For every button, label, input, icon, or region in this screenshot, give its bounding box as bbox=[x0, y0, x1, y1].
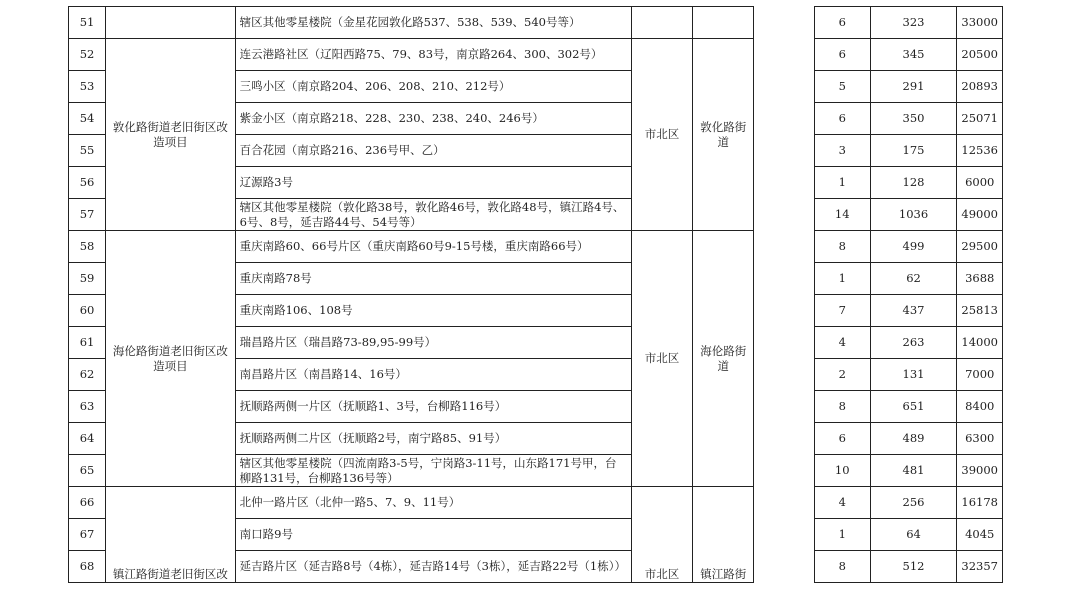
table-row bbox=[69, 39, 1003, 71]
location-cell: 重庆南路60、66号片区（重庆南路60号9-15号楼，重庆南路66号） bbox=[235, 231, 631, 263]
row-number: 67 bbox=[69, 519, 106, 551]
area-cell: 8400 bbox=[957, 391, 1003, 423]
spacer-cell bbox=[754, 487, 815, 583]
building-count-cell: 8 bbox=[814, 391, 870, 423]
household-count-cell: 175 bbox=[870, 135, 957, 167]
building-count-cell: 2 bbox=[814, 359, 870, 391]
building-count-cell: 8 bbox=[814, 551, 870, 583]
location-cell: 三鸣小区（南京路204、206、208、210、212号） bbox=[235, 71, 631, 103]
household-count-cell: 64 bbox=[870, 519, 957, 551]
spacer-cell bbox=[754, 231, 815, 487]
location-cell: 辽源路3号 bbox=[235, 167, 631, 199]
row-number: 52 bbox=[69, 39, 106, 71]
household-count-cell: 437 bbox=[870, 295, 957, 327]
location-cell bbox=[235, 551, 631, 583]
building-count-cell: 4 bbox=[814, 487, 870, 519]
street-cell bbox=[693, 7, 754, 39]
area-cell: 49000 bbox=[957, 199, 1003, 231]
area-cell: 33000 bbox=[957, 7, 1003, 39]
area-cell: 14000 bbox=[957, 327, 1003, 359]
location-text: 辖区其他零星楼院（敦化路38号，敦化路46号，敦化路48号，镇江路4号、6号、8号，延吉路44号、54号等） bbox=[239, 199, 625, 229]
street-zhenjiang: 镇江路街 bbox=[693, 487, 754, 583]
area-cell: 39000 bbox=[957, 455, 1003, 487]
area-cell: 4045 bbox=[957, 519, 1003, 551]
spacer-cell bbox=[754, 39, 815, 231]
row-number: 68 bbox=[69, 551, 106, 583]
location-cell: 重庆南路78号 bbox=[235, 263, 631, 295]
table-row bbox=[69, 487, 1003, 519]
area-cell: 29500 bbox=[957, 231, 1003, 263]
building-count-cell: 7 bbox=[814, 295, 870, 327]
location-cell: 抚顺路两侧二片区（抚顺路2号，南宁路85、91号） bbox=[235, 423, 631, 455]
table-row bbox=[69, 231, 1003, 263]
household-count-cell: 1036 bbox=[870, 199, 957, 231]
project-cell bbox=[106, 7, 236, 39]
household-count-cell: 62 bbox=[870, 263, 957, 295]
project-name-dunhua: 敦化路街道老旧街区改造项目 bbox=[106, 39, 236, 231]
project-name-zhenjiang: 镇江路街道老旧街区改 bbox=[106, 487, 236, 583]
row-number: 65 bbox=[69, 455, 106, 487]
area-cell: 12536 bbox=[957, 135, 1003, 167]
household-count-cell: 481 bbox=[870, 455, 957, 487]
row-number: 55 bbox=[69, 135, 106, 167]
area-cell: 20893 bbox=[957, 71, 1003, 103]
location-cell: 辖区其他零星楼院（金星花园敦化路537、538、539、540号等） bbox=[235, 7, 631, 39]
building-count-cell: 6 bbox=[814, 39, 870, 71]
location-cell: 百合花园（南京路216、236号甲、乙） bbox=[235, 135, 631, 167]
household-count-cell: 256 bbox=[870, 487, 957, 519]
project-name-hailun: 海伦路街道老旧街区改造项目 bbox=[106, 231, 236, 487]
building-count-cell: 4 bbox=[814, 327, 870, 359]
district-zhenjiang: 市北区 bbox=[631, 487, 692, 583]
area-cell: 25813 bbox=[957, 295, 1003, 327]
area-cell: 3688 bbox=[957, 263, 1003, 295]
building-count-cell: 1 bbox=[814, 167, 870, 199]
location-cell: 南昌路片区（南昌路14、16号） bbox=[235, 359, 631, 391]
household-count-cell: 651 bbox=[870, 391, 957, 423]
spacer-cell bbox=[754, 7, 815, 39]
renovation-projects-table bbox=[68, 6, 1003, 583]
location-text: 辖区其他零星楼院（四流南路3-5号，宁岗路3-11号，山东路171号甲，台柳路131号，台柳路136号等） bbox=[239, 455, 617, 485]
row-number: 57 bbox=[69, 199, 106, 231]
building-count-cell: 6 bbox=[814, 7, 870, 39]
district-cell bbox=[631, 7, 692, 39]
location-cell: 紫金小区（南京路218、228、230、238、240、246号） bbox=[235, 103, 631, 135]
area-cell: 6000 bbox=[957, 167, 1003, 199]
household-count-cell: 323 bbox=[870, 7, 957, 39]
location-cell: 南口路9号 bbox=[235, 519, 631, 551]
building-count-cell: 1 bbox=[814, 519, 870, 551]
street-hailun: 海伦路街道 bbox=[693, 231, 754, 487]
row-number: 62 bbox=[69, 359, 106, 391]
area-cell: 25071 bbox=[957, 103, 1003, 135]
location-cell bbox=[235, 199, 631, 231]
building-count-cell: 6 bbox=[814, 423, 870, 455]
building-count-cell: 3 bbox=[814, 135, 870, 167]
table-row bbox=[69, 7, 1003, 39]
location-cell: 瑞昌路片区（瑞昌路73-89,95-99号） bbox=[235, 327, 631, 359]
row-number: 53 bbox=[69, 71, 106, 103]
location-text: 延吉路片区（延吉路8号（4栋），延吉路14号（3栋），延吉路22号（1栋）） bbox=[239, 559, 626, 573]
district-hailun: 市北区 bbox=[631, 231, 692, 487]
building-count-cell: 1 bbox=[814, 263, 870, 295]
row-number: 60 bbox=[69, 295, 106, 327]
location-cell bbox=[235, 455, 631, 487]
street-dunhua: 敦化路街道 bbox=[693, 39, 754, 231]
area-cell: 32357 bbox=[957, 551, 1003, 583]
row-number: 54 bbox=[69, 103, 106, 135]
household-count-cell: 291 bbox=[870, 71, 957, 103]
area-cell: 16178 bbox=[957, 487, 1003, 519]
spreadsheet-sheet bbox=[68, 6, 1003, 589]
building-count-cell: 5 bbox=[814, 71, 870, 103]
household-count-cell: 128 bbox=[870, 167, 957, 199]
location-cell: 抚顺路两侧一片区（抚顺路1、3号，台柳路116号） bbox=[235, 391, 631, 423]
district-dunhua: 市北区 bbox=[631, 39, 692, 231]
area-cell: 7000 bbox=[957, 359, 1003, 391]
row-number: 56 bbox=[69, 167, 106, 199]
location-cell: 重庆南路106、108号 bbox=[235, 295, 631, 327]
area-cell: 20500 bbox=[957, 39, 1003, 71]
household-count-cell: 350 bbox=[870, 103, 957, 135]
row-number: 59 bbox=[69, 263, 106, 295]
household-count-cell: 131 bbox=[870, 359, 957, 391]
building-count-cell: 14 bbox=[814, 199, 870, 231]
row-number: 64 bbox=[69, 423, 106, 455]
household-count-cell: 499 bbox=[870, 231, 957, 263]
row-number: 58 bbox=[69, 231, 106, 263]
household-count-cell: 263 bbox=[870, 327, 957, 359]
row-number: 51 bbox=[69, 7, 106, 39]
location-cell: 连云港路社区（辽阳西路75、79、83号，南京路264、300、302号） bbox=[235, 39, 631, 71]
household-count-cell: 512 bbox=[870, 551, 957, 583]
household-count-cell: 489 bbox=[870, 423, 957, 455]
building-count-cell: 10 bbox=[814, 455, 870, 487]
location-cell: 北仲一路片区（北仲一路5、7、9、11号） bbox=[235, 487, 631, 519]
row-number: 66 bbox=[69, 487, 106, 519]
building-count-cell: 6 bbox=[814, 103, 870, 135]
building-count-cell: 8 bbox=[814, 231, 870, 263]
row-number: 61 bbox=[69, 327, 106, 359]
household-count-cell: 345 bbox=[870, 39, 957, 71]
row-number: 63 bbox=[69, 391, 106, 423]
area-cell: 6300 bbox=[957, 423, 1003, 455]
